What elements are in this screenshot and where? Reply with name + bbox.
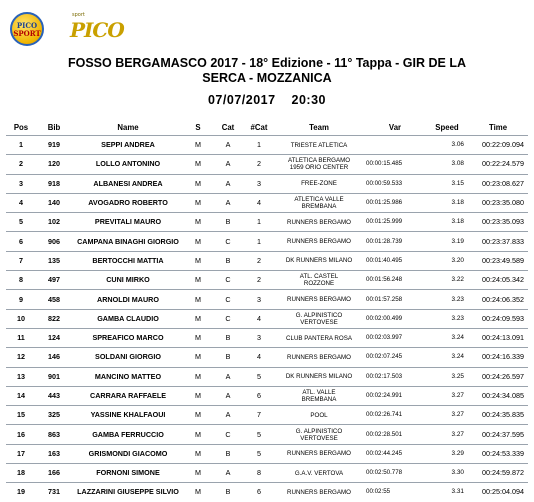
table-row bbox=[6, 136, 528, 155]
cell-speed: 3.31 bbox=[451, 488, 464, 496]
logo-text-pico: PICO bbox=[16, 21, 38, 30]
cell-sex: M bbox=[195, 313, 201, 323]
cell-speed: 3.22 bbox=[451, 276, 464, 284]
cell-var: 00:02:55 bbox=[366, 488, 391, 496]
cell-bib: 822 bbox=[48, 313, 60, 323]
cell-name: FORNONI SIMONE bbox=[96, 468, 160, 478]
cell-bib: 163 bbox=[48, 448, 60, 458]
cell-speed: 3.15 bbox=[451, 179, 464, 187]
cell-team bbox=[274, 483, 364, 502]
results-table bbox=[6, 119, 528, 502]
cell-name: BERTOCCHI MATTIA bbox=[92, 255, 164, 265]
cell-sex: M bbox=[195, 255, 201, 265]
cell-time: 00:24:16.339 bbox=[482, 352, 524, 362]
team-line: VERTOVESE bbox=[300, 318, 338, 326]
event-date: 07/07/2017 bbox=[207, 93, 276, 107]
cell-name: GRISMONDI GIACOMO bbox=[88, 448, 168, 458]
cell-cat-rank: 6 bbox=[257, 487, 261, 497]
cell-team bbox=[274, 271, 364, 290]
cell-cat-rank: 2 bbox=[257, 159, 261, 169]
cell-sex: M bbox=[195, 140, 201, 150]
team-line: VERTOVESE bbox=[300, 434, 338, 442]
cell-time: 00:24:37.595 bbox=[482, 429, 524, 439]
cell-cat-rank: 3 bbox=[257, 294, 261, 304]
cell-bib: 124 bbox=[48, 333, 60, 343]
cell-bib: 919 bbox=[48, 140, 60, 150]
cell-name: YASSINE KHALFAOUI bbox=[90, 410, 166, 420]
team-line: ATL. CASTEL bbox=[299, 273, 339, 281]
cell-var: 00:02:17.503 bbox=[366, 372, 403, 380]
cell-time: 00:24:05.342 bbox=[482, 275, 524, 285]
cell-cat-rank: 4 bbox=[257, 198, 261, 208]
cell-cat-rank: 1 bbox=[257, 236, 261, 246]
cell-sex: M bbox=[195, 159, 201, 169]
cell-cat-rank: 3 bbox=[257, 178, 261, 188]
cell-team bbox=[274, 444, 364, 463]
table-row bbox=[6, 444, 528, 463]
cell-bib: 120 bbox=[48, 159, 60, 169]
team-line: G. ALPINISTICO bbox=[295, 427, 343, 435]
table-row bbox=[6, 232, 528, 251]
cell-sex: M bbox=[195, 429, 201, 439]
cell-var: 00:01:28.739 bbox=[366, 237, 403, 245]
cell-name: GAMBA CLAUDIO bbox=[97, 313, 159, 323]
col-header-speed: Speed bbox=[435, 122, 459, 132]
cell-sex: M bbox=[195, 236, 201, 246]
cell-speed: 3.24 bbox=[451, 353, 464, 361]
cell-pos: 11 bbox=[17, 333, 25, 343]
table-row bbox=[6, 251, 528, 270]
cell-cat-rank: 4 bbox=[257, 313, 261, 323]
cell-name: PREVITALI MAURO bbox=[94, 217, 162, 227]
cell-pos: 2 bbox=[19, 159, 23, 169]
cell-cat: B bbox=[225, 487, 231, 497]
col-header-team: Team bbox=[309, 122, 329, 132]
team-line: ATL. VALLE bbox=[302, 389, 336, 396]
cell-name: CARRARA RAFFAELE bbox=[90, 391, 166, 400]
cell-name: MANCINO MATTEO bbox=[94, 371, 162, 381]
team-line: DK RUNNERS MILANO bbox=[285, 373, 353, 381]
cell-var: 00:01:56.248 bbox=[366, 276, 403, 284]
cell-bib: 906 bbox=[48, 236, 60, 246]
cell-cat: A bbox=[225, 410, 231, 420]
team-line: FREE-ZONE bbox=[301, 180, 337, 188]
cell-cat-rank: 2 bbox=[257, 255, 261, 265]
logo-word: PICO bbox=[70, 18, 124, 42]
cell-team bbox=[274, 386, 364, 405]
cell-sex: M bbox=[195, 294, 201, 304]
cell-team bbox=[274, 155, 364, 174]
page-title bbox=[0, 56, 534, 86]
cell-var: 00:01:25.999 bbox=[366, 218, 403, 226]
table-row bbox=[6, 309, 528, 328]
cell-cat: A bbox=[225, 371, 231, 381]
cell-cat: C bbox=[225, 429, 231, 439]
table-row bbox=[6, 155, 528, 174]
cell-speed: 3.27 bbox=[451, 392, 464, 399]
event-datetime bbox=[0, 93, 534, 107]
cell-sex: M bbox=[195, 352, 201, 362]
cell-speed: 3.18 bbox=[451, 199, 464, 207]
title-line-2: SERCA - MOZZANICA bbox=[202, 71, 332, 85]
cell-cat: A bbox=[225, 468, 231, 478]
cell-name: CUNI MIRKO bbox=[106, 275, 150, 285]
col-header-cat: Cat bbox=[221, 122, 235, 132]
table-row bbox=[6, 483, 528, 502]
pico-brand-logo bbox=[70, 12, 124, 46]
cell-time: 00:25:04.094 bbox=[482, 487, 524, 497]
col-header-pos: Pos bbox=[13, 122, 29, 132]
cell-var: 00:01:40.495 bbox=[366, 256, 403, 264]
cell-time: 00:24:06.352 bbox=[482, 294, 524, 304]
col-header-name: Name bbox=[117, 122, 139, 132]
cell-cat: B bbox=[225, 352, 231, 362]
cell-cat-rank: 5 bbox=[257, 448, 261, 458]
cell-cat: C bbox=[225, 294, 231, 304]
cell-cat: A bbox=[225, 140, 231, 150]
cell-sex: M bbox=[195, 198, 201, 208]
cell-time: 00:23:49.589 bbox=[482, 255, 524, 265]
cell-name: SEPPI ANDREA bbox=[101, 140, 155, 150]
cell-sex: M bbox=[195, 410, 201, 420]
col-header-var: Var bbox=[388, 122, 402, 132]
cell-team bbox=[274, 425, 364, 444]
cell-team bbox=[274, 290, 364, 309]
col-header-time: Time bbox=[488, 122, 508, 132]
cell-pos: 15 bbox=[17, 410, 25, 420]
cell-pos: 7 bbox=[19, 255, 23, 265]
table-row bbox=[6, 348, 528, 367]
cell-pos: 4 bbox=[19, 198, 23, 208]
cell-speed: 3.30 bbox=[451, 469, 464, 477]
cell-speed: 3.18 bbox=[451, 218, 464, 226]
event-time: 20:30 bbox=[291, 93, 327, 107]
cell-bib: 918 bbox=[48, 178, 60, 188]
cell-speed: 3.20 bbox=[451, 256, 464, 264]
cell-bib: 325 bbox=[48, 410, 60, 420]
team-line: RUNNERS BERGAMO bbox=[287, 296, 351, 304]
cell-name: GAMBA FERRUCCIO bbox=[92, 429, 164, 439]
col-header-cat-rank: #Cat bbox=[250, 122, 268, 132]
cell-pos: 16 bbox=[17, 429, 25, 439]
cell-sex: M bbox=[195, 468, 201, 478]
table-row bbox=[6, 328, 528, 347]
cell-cat-rank: 1 bbox=[257, 140, 261, 150]
cell-pos: 14 bbox=[17, 391, 25, 400]
cell-speed: 3.29 bbox=[451, 449, 464, 457]
cell-var: 00:02:50.778 bbox=[366, 469, 403, 477]
cell-pos: 19 bbox=[17, 487, 25, 497]
cell-time: 00:24:34.085 bbox=[482, 391, 524, 400]
cell-var: 00:02:26.741 bbox=[366, 411, 403, 419]
cell-speed: 3.19 bbox=[451, 237, 464, 245]
table-header-row bbox=[6, 119, 528, 136]
cell-speed: 3.23 bbox=[451, 314, 464, 322]
cell-time: 00:22:24.579 bbox=[482, 159, 524, 169]
cell-pos: 13 bbox=[17, 371, 25, 381]
team-line: POOL bbox=[310, 411, 328, 419]
team-line: G.A.V. VERTOVA bbox=[294, 469, 344, 477]
team-line: RUNNERS BERGAMO bbox=[287, 450, 351, 458]
cell-bib: 863 bbox=[48, 429, 60, 439]
cell-var: 00:01:25.986 bbox=[366, 199, 403, 207]
cell-sex: M bbox=[195, 275, 201, 285]
col-header-sex: S bbox=[195, 122, 201, 132]
team-line: RUNNERS BERGAMO bbox=[287, 353, 351, 361]
cell-time: 00:23:37.833 bbox=[482, 236, 524, 246]
cell-name: ALBANESI ANDREA bbox=[93, 178, 163, 188]
cell-bib: 102 bbox=[48, 217, 60, 227]
cell-time: 00:24:59.872 bbox=[482, 468, 524, 478]
cell-var: 00:00:59.533 bbox=[366, 179, 403, 187]
cell-team bbox=[274, 193, 364, 212]
cell-pos: 5 bbox=[19, 217, 23, 227]
cell-bib: 443 bbox=[48, 391, 60, 400]
cell-sex: M bbox=[195, 217, 201, 227]
cell-var: 00:01:57.258 bbox=[366, 295, 403, 303]
team-line: BREMBANA bbox=[301, 203, 337, 211]
cell-bib: 497 bbox=[48, 275, 60, 285]
cell-bib: 458 bbox=[48, 294, 60, 304]
cell-time: 00:22:09.094 bbox=[482, 140, 524, 150]
team-line: G. ALPINISTICO bbox=[295, 311, 343, 319]
table-row bbox=[6, 425, 528, 444]
cell-time: 00:23:35.080 bbox=[482, 198, 524, 208]
cell-name: LOLLO ANTONINO bbox=[95, 159, 161, 169]
cell-time: 00:24:53.339 bbox=[482, 448, 524, 458]
cell-sex: M bbox=[195, 178, 201, 188]
cell-pos: 12 bbox=[17, 352, 25, 362]
cell-team bbox=[274, 232, 364, 251]
table-row bbox=[6, 174, 528, 193]
cell-cat-rank: 5 bbox=[257, 429, 261, 439]
cell-sex: M bbox=[195, 391, 201, 400]
cell-name: SPREAFICO MARCO bbox=[92, 333, 164, 343]
cell-team bbox=[274, 328, 364, 347]
cell-name: SOLDANI GIORGIO bbox=[95, 352, 161, 362]
cell-var: 00:02:07.245 bbox=[366, 353, 403, 361]
cell-speed: 3.06 bbox=[451, 141, 464, 149]
cell-name: AVOGADRO ROBERTO bbox=[88, 198, 168, 208]
cell-cat-rank: 5 bbox=[257, 371, 261, 381]
cell-speed: 3.24 bbox=[451, 334, 464, 342]
cell-cat-rank: 6 bbox=[257, 391, 261, 400]
cell-cat: A bbox=[225, 178, 231, 188]
team-line: CLUB PANTERA ROSA bbox=[286, 334, 352, 342]
cell-time: 00:23:08.627 bbox=[482, 178, 524, 188]
cell-var: 00:02:24.991 bbox=[366, 392, 403, 399]
team-line: 1959 ORIO CENTER bbox=[289, 164, 349, 172]
cell-var: 00:00:15.485 bbox=[366, 160, 403, 168]
cell-cat: B bbox=[225, 217, 231, 227]
cell-cat-rank: 3 bbox=[257, 333, 261, 343]
cell-speed: 3.27 bbox=[451, 411, 464, 419]
table-row bbox=[6, 290, 528, 309]
cell-time: 00:24:09.593 bbox=[482, 313, 524, 323]
results-body bbox=[6, 136, 528, 502]
cell-team bbox=[274, 213, 364, 232]
cell-time: 00:24:35.835 bbox=[482, 410, 524, 420]
cell-team bbox=[274, 367, 364, 386]
cell-team bbox=[274, 251, 364, 270]
cell-pos: 6 bbox=[19, 236, 23, 246]
cell-team bbox=[274, 136, 364, 155]
team-line: ATLETICA VALLE bbox=[294, 196, 344, 204]
cell-cat-rank: 2 bbox=[257, 275, 261, 285]
cell-pos: 9 bbox=[19, 294, 23, 304]
cell-speed: 3.08 bbox=[451, 160, 464, 168]
cell-cat: C bbox=[225, 275, 231, 285]
cell-sex: M bbox=[195, 371, 201, 381]
cell-var: 00:02:00.499 bbox=[366, 314, 403, 322]
cell-cat: A bbox=[225, 159, 231, 169]
cell-cat: C bbox=[225, 313, 231, 323]
cell-sex: M bbox=[195, 448, 201, 458]
team-line: RUNNERS BERGAMO bbox=[287, 488, 351, 496]
cell-team bbox=[274, 309, 364, 328]
cell-cat: B bbox=[225, 255, 231, 265]
cell-team bbox=[274, 174, 364, 193]
cell-var: 00:02:44.245 bbox=[366, 449, 403, 457]
team-line: ATLETICA BERGAMO bbox=[287, 157, 351, 165]
pico-sport-logo bbox=[10, 12, 44, 46]
team-line: RUNNERS BERGAMO bbox=[287, 238, 351, 246]
table-row bbox=[6, 367, 528, 386]
cell-time: 00:24:26.597 bbox=[482, 371, 524, 381]
cell-cat: B bbox=[225, 333, 231, 343]
cell-bib: 135 bbox=[48, 255, 60, 265]
cell-sex: M bbox=[195, 333, 201, 343]
cell-cat-rank: 4 bbox=[257, 352, 261, 362]
cell-speed: 3.25 bbox=[451, 372, 464, 380]
col-header-bib: Bib bbox=[47, 122, 61, 132]
logo-sub-text: sport bbox=[72, 12, 85, 18]
cell-cat: B bbox=[225, 448, 231, 458]
cell-sex: M bbox=[195, 487, 201, 497]
cell-name: ARNOLDI MAURO bbox=[97, 294, 159, 304]
cell-cat-rank: 1 bbox=[257, 217, 261, 227]
table-row bbox=[6, 386, 528, 405]
cell-var: 00:02:28.501 bbox=[366, 430, 403, 438]
cell-var bbox=[364, 136, 426, 155]
team-line: ROZZONE bbox=[303, 280, 335, 288]
cell-var: 00:02:03.997 bbox=[366, 334, 403, 342]
table-row bbox=[6, 464, 528, 483]
cell-time: 00:24:13.091 bbox=[482, 333, 524, 343]
cell-pos: 1 bbox=[19, 140, 23, 150]
cell-pos: 3 bbox=[19, 178, 23, 188]
cell-speed: 3.23 bbox=[451, 295, 464, 303]
cell-bib: 146 bbox=[48, 352, 60, 362]
cell-cat-rank: 8 bbox=[257, 468, 261, 478]
table-row bbox=[6, 193, 528, 212]
team-line: BREMBANA bbox=[301, 396, 337, 403]
cell-name: LAZZARINI GIUSEPPE SILVIO bbox=[77, 487, 179, 497]
cell-pos: 10 bbox=[17, 313, 25, 323]
team-line: DK RUNNERS MILANO bbox=[285, 257, 353, 265]
table-row bbox=[6, 213, 528, 232]
cell-bib: 901 bbox=[48, 371, 60, 381]
cell-team bbox=[274, 348, 364, 367]
cell-bib: 731 bbox=[48, 487, 60, 497]
table-row bbox=[6, 406, 528, 425]
cell-pos: 8 bbox=[19, 275, 23, 285]
team-line: RUNNERS BERGAMO bbox=[287, 218, 351, 226]
cell-name: CAMPANA BINAGHI GIORGIO bbox=[77, 236, 179, 246]
cell-cat-rank: 7 bbox=[257, 410, 261, 420]
logo-text-sport: SPORT bbox=[13, 29, 41, 38]
cell-bib: 166 bbox=[48, 468, 60, 478]
cell-cat: A bbox=[225, 391, 231, 400]
cell-bib: 140 bbox=[48, 198, 60, 208]
cell-team bbox=[274, 406, 364, 425]
team-line: TRIESTE ATLETICA bbox=[290, 141, 348, 149]
cell-time: 00:23:35.093 bbox=[482, 217, 524, 227]
cell-cat: A bbox=[225, 198, 231, 208]
cell-cat: C bbox=[225, 236, 231, 246]
title-line-1: FOSSO BERGAMASCO 2017 - 18° Edizione - 11° Tappa - GIR DE LA bbox=[67, 56, 467, 70]
cell-pos: 18 bbox=[17, 468, 25, 478]
cell-speed: 3.27 bbox=[451, 430, 464, 438]
cell-team bbox=[274, 464, 364, 483]
table-row bbox=[6, 271, 528, 290]
cell-pos: 17 bbox=[17, 448, 25, 458]
